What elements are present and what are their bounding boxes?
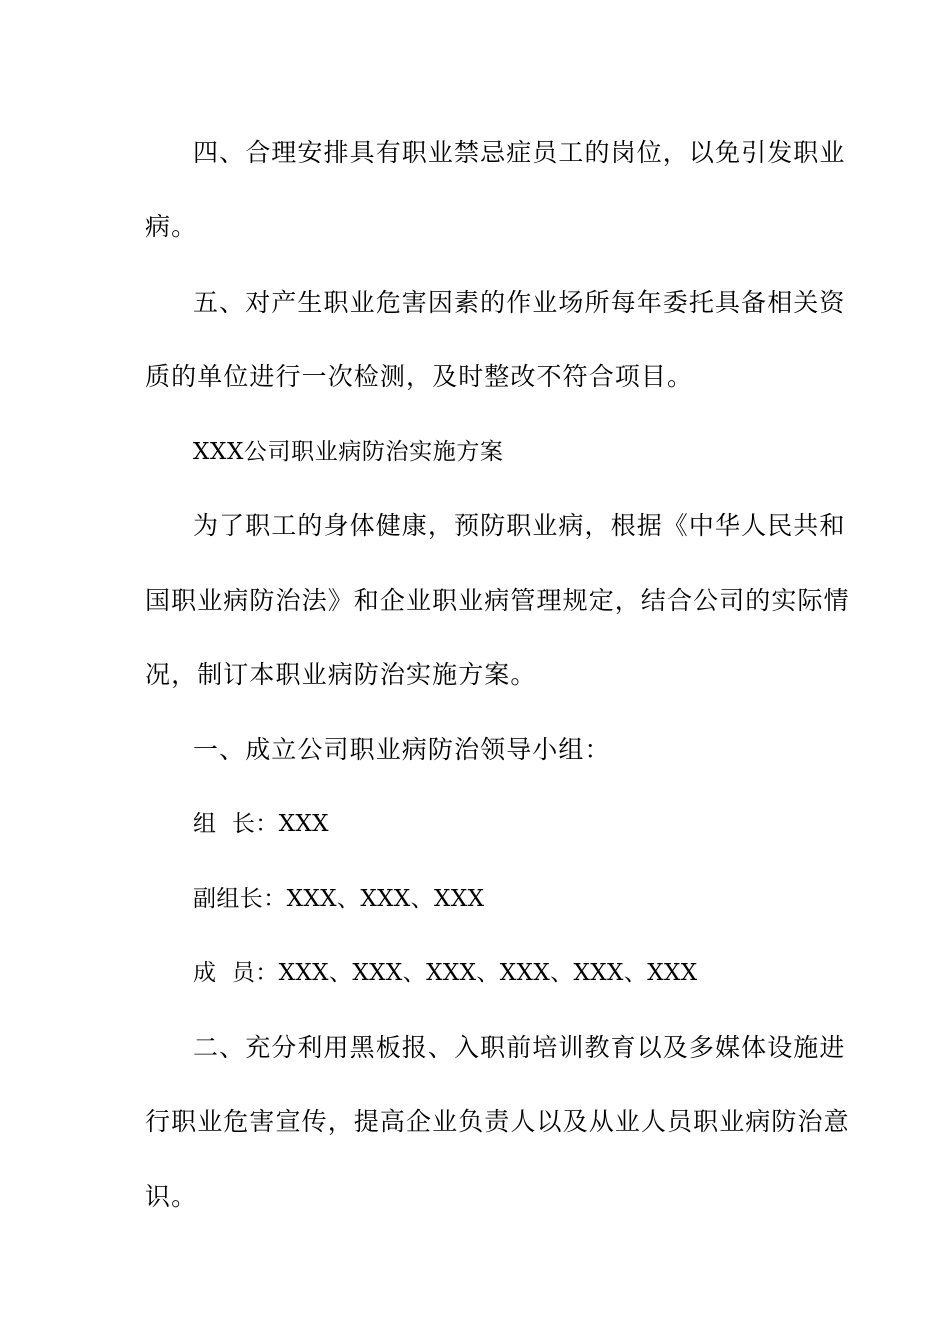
paragraph-line: 识。 xyxy=(145,1182,198,1211)
paragraph-line: 为了职工的身体健康，预防职业病，根据《中华人民共和 xyxy=(193,511,846,540)
paragraph-line: 四、合理安排具有职业禁忌症员工的岗位，以免引发职业 xyxy=(193,138,846,167)
paragraph-line: 行职业危害宣传，提高企业负责人以及从业人员职业病防治意 xyxy=(145,1107,850,1136)
paragraph-line: 质的单位进行一次检测，及时整改不符合项目。 xyxy=(145,362,694,391)
paragraph-line: 国职业病防治法》和企业职业病管理规定，结合公司的实际情 xyxy=(145,586,850,615)
paragraph-line: 二、充分利用黑板报、入职前培训教育以及多媒体设施进 xyxy=(193,1033,846,1062)
members-line: 成 员：XXX、XXX、XXX、XXX、XXX、XXX xyxy=(193,960,698,986)
paragraph-line: 五、对产生职业危害因素的作业场所每年委托具备相关资 xyxy=(193,288,846,317)
deputy-leader-line: 副组长：XXX、XXX、XXX xyxy=(193,886,485,912)
section-title: XXX公司职业病防治实施方案 xyxy=(193,439,504,465)
paragraph-line: 一、成立公司职业病防治领导小组： xyxy=(193,735,611,764)
group-leader-line: 组 长：XXX xyxy=(193,811,329,837)
paragraph-line: 病。 xyxy=(145,212,198,241)
paragraph-line: 况，制订本职业病防治实施方案。 xyxy=(145,660,537,689)
